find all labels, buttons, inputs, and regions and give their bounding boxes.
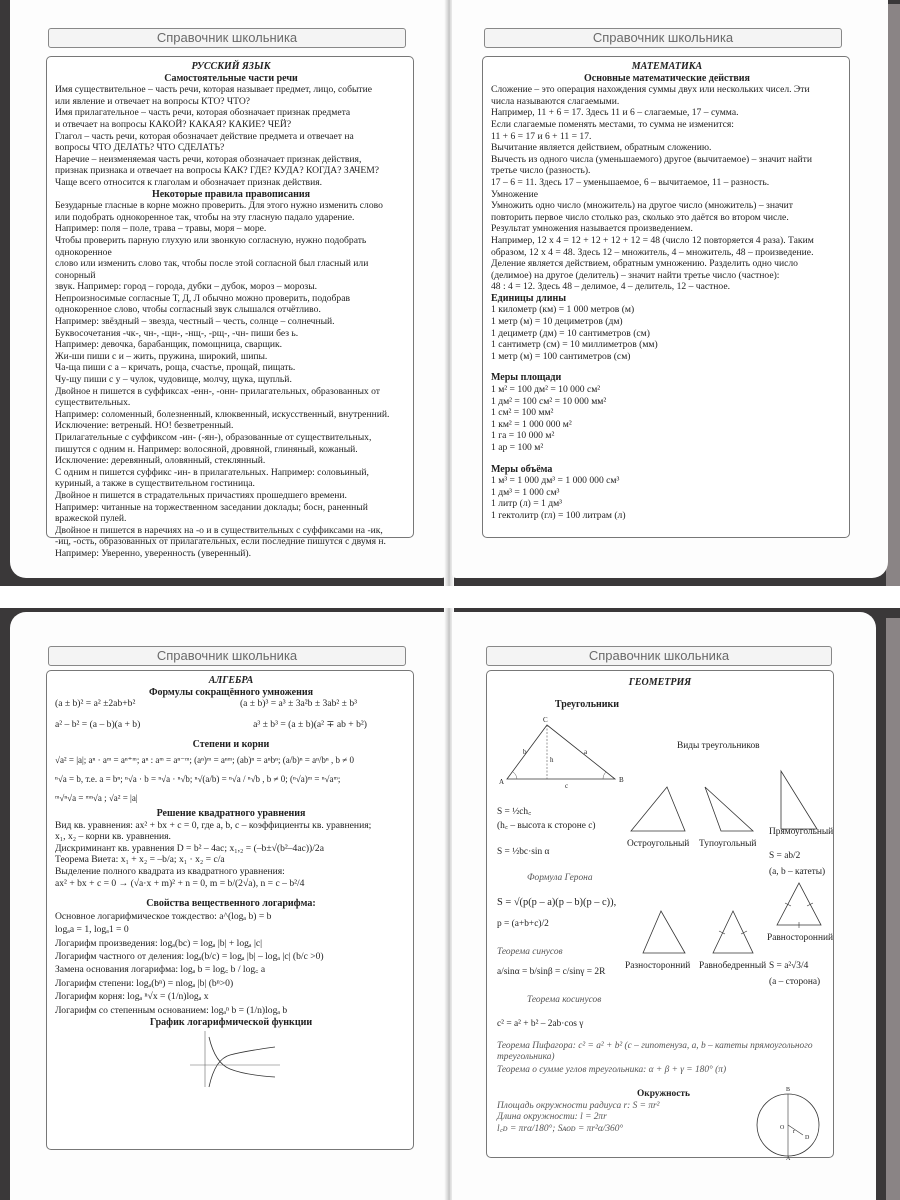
- text-line: существительных.: [55, 397, 131, 409]
- right-area: S = ab/2: [769, 851, 801, 861]
- text-line: Вычитание является действием, обратным сложению.: [491, 142, 712, 154]
- triangle-abc-icon: [495, 719, 625, 785]
- right-label: Прямоугольный: [769, 827, 834, 837]
- math-operations: [491, 84, 843, 293]
- unit-line: 1 сантиметр (см) = 10 миллиметров (мм): [491, 339, 658, 351]
- text-line: Двойное н пишется в наречиях на -о и в существительных с суффиксами на -ик,: [55, 524, 383, 536]
- semiperimeter: p = (a+b+c)/2: [497, 919, 549, 929]
- geometry-subtitle: Треугольники: [554, 699, 620, 710]
- algebra-content: [55, 675, 407, 1089]
- circle-label: B: [786, 1087, 791, 1093]
- unit-line: 1 километр (км) = 1 000 метров (м): [491, 304, 635, 316]
- text-line: Результат умножения называется произведением.: [491, 223, 693, 235]
- formula-line: Вид кв. уравнения: ax² + bx + c = 0, где a, b, c – коэффициенты кв. уравнения;: [55, 819, 372, 831]
- fsm-row-1: [55, 698, 407, 710]
- text-line: Непроизносимые согласные Т, Д, Л обычно можно проверить, подобрав: [55, 292, 350, 304]
- formula-line: x₁, x₂ – корни кв. уравнения.: [55, 831, 171, 843]
- text-line: Например: Уверенно, уверенность (уверенный).: [55, 547, 252, 559]
- obtuse-triangle-icon: [701, 783, 757, 835]
- notebook-bottom: [0, 608, 900, 1200]
- unit-line: 1 литр (л) = 1 дм³: [491, 498, 563, 510]
- scalene-triangle-icon: [639, 907, 689, 957]
- text-line: третье число (разность).: [491, 165, 591, 177]
- russian-rules: [55, 200, 407, 559]
- text-line: Безударные гласные в корне можно проверить. Для этого нужно изменить слово: [55, 200, 383, 212]
- russian-subtitle2: Некоторые правила правописания: [151, 188, 311, 200]
- russian-frame: [46, 56, 414, 559]
- cosine-title: Теорема косинусов: [527, 995, 602, 1005]
- unit-line: 1 га = 10 000 м²: [491, 430, 555, 442]
- acute-label: Остроугольный: [627, 839, 690, 849]
- area-formula-2: S = ½bc·sin α: [497, 847, 550, 857]
- formula-line: ⁿ√a = b, т.е. a = bⁿ; ⁿ√a · b = ⁿ√a · ⁿ√b; ⁿ√(a/b) = ⁿ√a / ⁿ√b , b ≠ 0; (ⁿ√a)ᵐ = ⁿ√aᵐ;: [55, 773, 341, 784]
- text-line: Например: поля – поле, трава – травы, моря – море.: [55, 223, 267, 235]
- acute-triangle-icon: [627, 783, 689, 835]
- unit-line: 1 дм² = 100 см² = 10 000 мм²: [491, 395, 607, 407]
- text-line: звук. Например: город – города, дубки – дубок, мороз – морозы.: [55, 281, 318, 293]
- text-line: Имя прилагательное – часть речи, которая обозначает признак предмета: [55, 107, 351, 119]
- math-frame: [482, 56, 850, 538]
- formula-line: ᵐ√ⁿ√a = ᵐⁿ√a ; √a² = |a|: [55, 792, 138, 803]
- unit-line: 1 дм³ = 1 000 см³: [491, 486, 560, 498]
- volume-units: [491, 475, 843, 521]
- equilateral-note: (a – сторона): [769, 977, 821, 987]
- fsm-formula: (a ± b)³ = a³ ± 3a²b ± 3ab² ± b³: [239, 698, 357, 710]
- circle-label: O: [780, 1125, 785, 1131]
- text-line: Чтобы проверить парную глухую или звонкую согласную, нужно подобрать однокоренное: [55, 234, 367, 258]
- text-line: 17 – 6 = 11. Здесь 17 – уменьшаемое, 6 – вычитаемое, 11 – разность.: [491, 176, 770, 188]
- text-line: Прилагательные с суффиксом -ин- (-ян-), образованные от существительных,: [55, 432, 372, 443]
- text-line: Двойное н пишется в суффиксах -енн-, -онн- прилагательных, образованных от: [55, 385, 380, 397]
- formula-line: Логарифм корня: logₐ ⁿ√x = (1/n)logₐ x: [55, 991, 209, 1003]
- log-title: Свойства вещественного логарифма:: [146, 898, 316, 910]
- area-formula-1: S = ½ch꜀: [497, 807, 532, 817]
- unit-line: 1 ар = 100 м²: [491, 442, 544, 453]
- text-line: Если слагаемые поменять местами, то сумма не изменится:: [491, 118, 734, 130]
- unit-line: 1 метр (м) = 100 сантиметров (см): [491, 350, 631, 362]
- circle-label: r: [793, 1129, 795, 1135]
- isosceles-label: Равнобедренный: [699, 961, 767, 971]
- russian-title: РУССКИЙ ЯЗЫК: [191, 61, 271, 72]
- text-line: Глагол – часть речи, которая обозначает действие предмета и отвечает на: [55, 130, 354, 142]
- russian-subtitle: Самостоятельные части речи: [164, 72, 298, 84]
- math-content: [491, 61, 843, 522]
- length-units: [491, 304, 843, 362]
- text-line: куриный, а также в существительном гостиница.: [55, 478, 255, 490]
- equilateral-triangle-icon: [773, 879, 825, 929]
- page-header: Справочник школьника: [48, 646, 406, 666]
- pythagoras-cont: треугольника): [497, 1052, 555, 1062]
- text-line: Исключение: деревянный, оловянный, стеклянный.: [55, 455, 266, 467]
- text-line: числа называются слагаемыми.: [491, 95, 620, 107]
- text-line: Жи-ши пиши с и – жить, пружина, широкий, шипы.: [55, 350, 268, 362]
- text-line: и отвечает на вопросы КАКОЙ? КАКАЯ? КАКИЕ? ЧЕЙ?: [55, 118, 292, 130]
- text-line: образом, 12 х 4 = 48. Здесь 12 – множитель, 4 – множитель, 48 – произведение.: [491, 246, 814, 258]
- notebook-top: [0, 0, 900, 586]
- cover-edge: [886, 618, 900, 1200]
- volume-title: Меры объёма: [491, 463, 553, 475]
- text-line: Умножение: [491, 188, 538, 200]
- formula-line: Логарифм частного от деления: logₐ(b/c) = logₐ |b| – logₐ |c| (b/c >0): [55, 950, 324, 962]
- pythagoras: Теорема Пифагора: c² = a² + b² (c – гипотенуза, a, b – катеты прямоугольного: [497, 1041, 813, 1051]
- arc-formulas: l꜀ᴅ = πrα/180°; Sᴀᴏᴅ = πr²α/360°: [497, 1124, 624, 1134]
- powers-formulas: [55, 751, 407, 808]
- page-header: Справочник школьника: [486, 646, 832, 666]
- area-title: Меры площади: [491, 372, 562, 384]
- unit-line: 1 м² = 100 дм² = 10 000 см²: [491, 384, 601, 396]
- text-line: Умножить одно число (множитель) на другое число (множитель) – значит: [491, 200, 793, 212]
- text-line: 11 + 6 = 17 и 6 + 11 = 17.: [491, 130, 592, 142]
- circle-label: D: [805, 1135, 810, 1141]
- fsm-formula: (a ± b)² = a² ±2ab+b²: [55, 698, 136, 710]
- page-header: Справочник школьника: [484, 28, 842, 48]
- quad-title: Решение квадратного уравнения: [156, 807, 306, 819]
- text-line: Чаще всего относится к глаголам и обозначает признак действия.: [55, 176, 323, 188]
- text-line: пишутся с одним н. Например: волосяной, дровяной, глиняный, кожаный.: [55, 443, 358, 455]
- text-line: Сложение – это операция нахождения суммы двух или нескольких чисел. Эти: [491, 84, 810, 96]
- text-line: С одним н пишется суффикс -ин- в прилагательных. Например: соловьиный,: [55, 466, 369, 478]
- types-title: Виды треугольников: [677, 741, 760, 751]
- sine-title: Теорема синусов: [497, 947, 563, 957]
- text-line: слово или изменить слово так, чтобы после этой согласной был гласный или сонорный: [55, 258, 369, 281]
- equilateral-area: S = a²√3/4: [769, 961, 809, 971]
- graph-title: График логарифмической функции: [149, 1016, 313, 1028]
- page-russian: [10, 0, 446, 578]
- text-line: Вычесть из одного числа (уменьшаемого) другое (вычитаемое) – значит найти: [491, 153, 812, 165]
- text-line: Ча-ща пиши с а – кричать, роща, счастье, прощай, пищать.: [55, 362, 296, 374]
- vertex-label: C: [543, 716, 548, 724]
- circle-formulas: [497, 1101, 747, 1136]
- page-geometry: [452, 612, 876, 1200]
- page-math: [452, 0, 888, 578]
- heron-formula: S = √(p(p – a)(p – b)(p – c)),: [497, 897, 617, 908]
- quadratic-formulas: [55, 820, 407, 890]
- text-line: Например, 11 + 6 = 17. Здесь 11 и 6 – слагаемые, 17 – сумма.: [491, 107, 739, 119]
- formula-line: Теорема Виета: x₁ + x₂ = –b/a; x₁ · x₂ = c/a: [55, 854, 225, 866]
- height-label: h: [550, 756, 554, 764]
- formula-line: √a² = |a|; aⁿ · aᵐ = aⁿ⁺ᵐ; aⁿ : aᵐ = aⁿ⁻ᵐ; (aⁿ)ᵐ = aⁿᵐ; (ab)ⁿ = aⁿbⁿ; (a/b)ⁿ = aⁿ/bⁿ , b ≠ 0: [55, 754, 354, 765]
- geometry-frame: [486, 670, 834, 1162]
- text-line: Буквосочетания -чк-, чн-, -щн-, -нщ-, -рщ-, -чн- пиши без ь.: [55, 327, 299, 339]
- cosine-formula: c² = a² + b² – 2ab·cos γ: [497, 1019, 584, 1029]
- russian-content: [55, 61, 407, 560]
- formula-line: ax² + bx + c = 0 → (√a·x + m)² + n = 0, m = b/(2√a), n = c – b²/4: [55, 877, 305, 889]
- math-title: МАТЕМАТИКА: [631, 61, 703, 72]
- text-line: признак признака и отвечает на вопросы КАК? ГДЕ? КУДА? КОГДА? ЗАЧЕМ?: [55, 165, 380, 177]
- vertex-label: A: [499, 778, 505, 786]
- fsm-row-2: [55, 719, 407, 731]
- circle-label: A: [786, 1156, 791, 1162]
- unit-line: 1 м³ = 1 000 дм³ = 1 000 000 см³: [491, 475, 620, 487]
- side-label: c: [565, 782, 569, 790]
- right-note: (a, b – катеты): [769, 867, 826, 877]
- formula-line: Замена основания логарифма: logₐ b = log꜀ b / log꜀ a: [55, 964, 266, 976]
- side-label: a: [584, 748, 588, 756]
- formula-line: Дискриминант кв. уравнения D = b² – 4ac; x₁,₂ = (–b±√(b²–4ac))/2a: [55, 842, 324, 854]
- unit-line: 1 гектолитр (гл) = 100 литрам (л): [491, 509, 626, 521]
- log-properties: [55, 910, 407, 1017]
- text-line: однокоренное слово, чтобы согласный звук слышался отчётливо.: [55, 304, 321, 316]
- unit-line: 1 см² = 100 мм²: [491, 407, 554, 419]
- geometry-title: ГЕОМЕТРИЯ: [628, 677, 692, 688]
- side-label: b: [523, 748, 527, 756]
- algebra-subtitle: Формулы сокращённого умножения: [148, 686, 314, 698]
- text-line: вопросы ЧТО ДЕЛАТЬ? ЧТО СДЕЛАТЬ?: [55, 142, 225, 154]
- powers-title: Степени и корни: [192, 739, 270, 751]
- formula-line: Основное логарифмическое тождество: a^(logₐ b) = b: [55, 910, 272, 922]
- equilateral-label: Равносторонний: [767, 933, 834, 943]
- text-line: Деление является действием, обратным умножению. Разделить одно число: [491, 258, 798, 270]
- text-line: Исключение: ветреный. НО! безветренный.: [55, 420, 234, 432]
- text-line: Чу-щу пиши с у – чулок, чудовище, молчу, щука, щупльй.: [55, 374, 292, 386]
- unit-line: 1 дециметр (дм) = 10 сантиметров (см): [491, 327, 650, 339]
- cover-edge: [886, 4, 900, 586]
- right-triangle-icon: [777, 767, 821, 833]
- unit-line: 1 км² = 1 000 000 м²: [491, 418, 572, 430]
- circle-area: Площадь окружности радиуса r: S = πr²: [497, 1101, 660, 1111]
- vertex-label: B: [619, 776, 624, 784]
- text-line: или явление и отвечает на вопросы КТО? ЧТО?: [55, 95, 251, 107]
- text-line: Например: девочка, барабанщик, помощница, сварщик.: [55, 339, 283, 351]
- formula-line: Логарифм степени: logₐ(bⁿ) = nlogₐ |b| (bⁿ>0): [55, 977, 234, 989]
- algebra-title: АЛГЕБРА: [208, 675, 254, 686]
- circle-length: Длина окружности: l = 2πr: [497, 1112, 607, 1122]
- circle-icon: [753, 1089, 823, 1159]
- text-line: или подобрать однокоренное так, чтобы на эту гласную падало ударение.: [55, 211, 355, 223]
- area-note: (h꜀ – высота к стороне c): [497, 821, 596, 831]
- unit-line: 1 метр (м) = 10 дециметров (дм): [491, 316, 623, 328]
- angle-sum: Теорема о сумме углов треугольника: α + β + γ = 180° (π): [497, 1065, 727, 1075]
- formula-line: Логарифм произведения: logₐ(bc) = logₐ |b| + logₐ |c|: [55, 937, 263, 949]
- formula-line: Логарифм со степенным основанием: logₐⁿ b = (1/n)logₐ b: [55, 1004, 288, 1016]
- fsm-formula: a² – b² = (a – b)(a + b): [55, 718, 141, 730]
- page-header: Справочник школьника: [48, 28, 406, 48]
- log-graph-icon: [185, 1029, 285, 1089]
- text-line: повторить первое число столько раз, сколько это даётся во втором числе.: [491, 211, 789, 223]
- text-line: Имя существительное – часть речи, которая называет предмет, лицо, событие: [55, 84, 373, 96]
- formula-line: logₐa = 1, logₐ1 = 0: [55, 924, 129, 936]
- length-title: Единицы длины: [491, 292, 567, 304]
- text-line: (делимое) на другое (делитель) – значит найти третье число (частное):: [491, 269, 780, 281]
- text-line: Например, 12 х 4 = 12 + 12 + 12 + 12 = 48 (число 12 повторяется 4 раза). Таким: [491, 234, 814, 246]
- fsm-formula: a³ ± b³ = (a ± b)(a² ∓ ab + b²): [253, 718, 367, 730]
- text-line: -иц, -ость, образованных от прилагательных, если последние пишутся с двумя н.: [55, 536, 386, 548]
- sine-formula: a/sinα = b/sinβ = c/sinγ = 2R: [497, 967, 606, 977]
- heron-title: Формула Герона: [527, 873, 593, 883]
- scalene-label: Разносторонний: [625, 961, 691, 971]
- text-line: Двойное н пишется в страдательных причастиях прошедшего времени.: [55, 489, 347, 501]
- obtuse-label: Тупоугольный: [699, 839, 757, 849]
- formula-line: Выделение полного квадрата из квадратного уравнения:: [55, 865, 285, 877]
- page-algebra: [10, 612, 446, 1200]
- text-line: Например: соломенный, болезненный, клюквенный, искусственный, внутренний.: [55, 408, 390, 420]
- text-line: Например: читанные на торжественном заседании доклады; босн, раненный: [55, 501, 368, 513]
- text-line: 48 : 4 = 12. Здесь 48 – делимое, 4 – делитель, 12 – частное.: [491, 281, 731, 293]
- isosceles-triangle-icon: [709, 907, 757, 957]
- algebra-frame: [46, 670, 414, 1150]
- circle-title: Окружность: [637, 1089, 690, 1099]
- math-subtitle: Основные математические действия: [584, 72, 750, 84]
- text-line: Например: звёздный – звезда, честный – честь, солнце – солнечный.: [55, 316, 335, 328]
- text-line: вражеской пулей.: [55, 513, 127, 525]
- russian-parts-of-speech: [55, 84, 407, 188]
- area-units: [491, 384, 843, 454]
- text-line: Наречие – неизменяемая часть речи, которая обозначает признак действия,: [55, 153, 362, 165]
